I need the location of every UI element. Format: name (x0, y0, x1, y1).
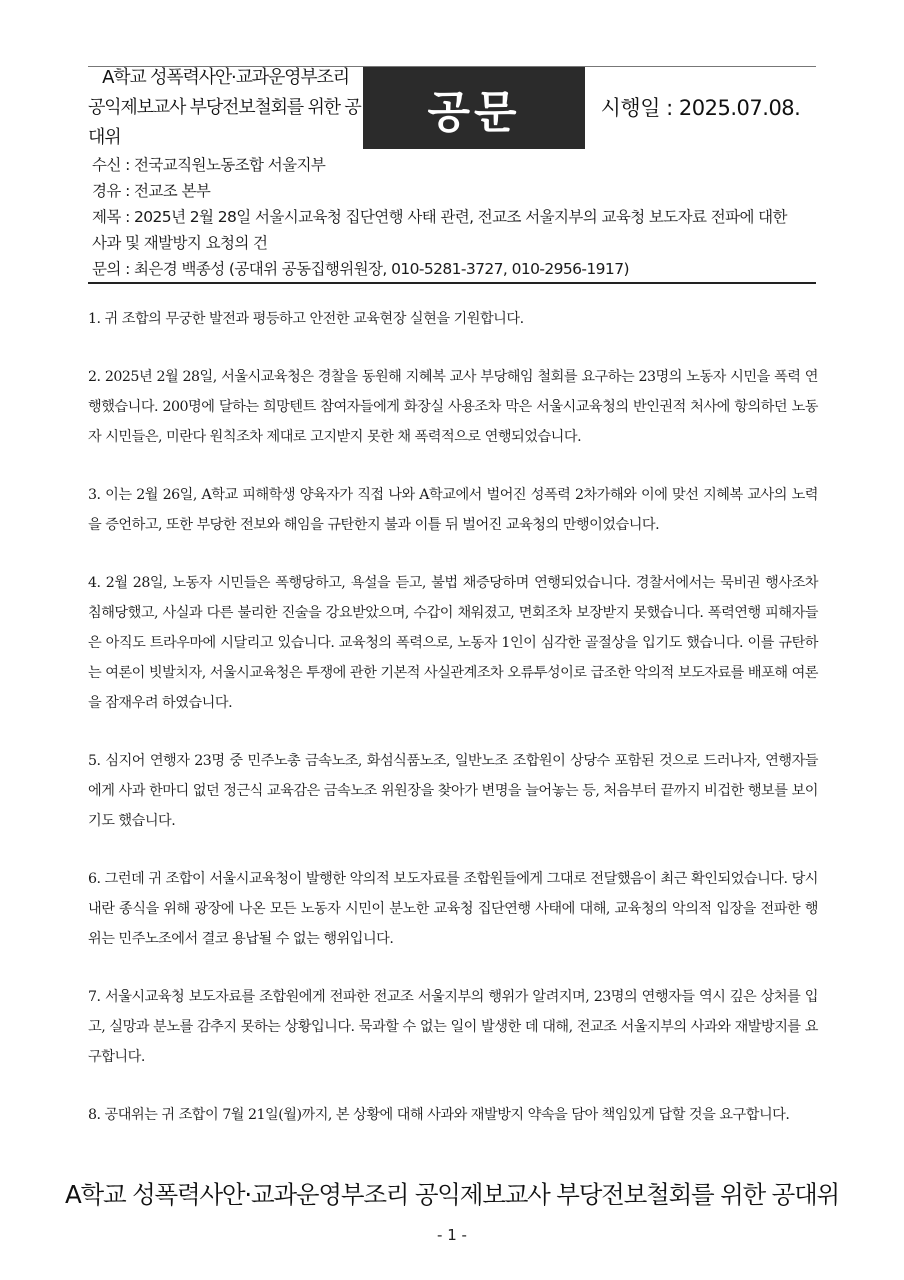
footer-organization: A학교 성폭력사안·교과운영부조리 공익제보교사 부당전보철회를 위한 공대위 (64, 1180, 840, 1209)
contact: 문의 : 최은경 백종성 (공대위 공동집행위원장, 010-5281-3727, 010-2956-1917) (88, 256, 816, 284)
document-header (88, 66, 816, 149)
paragraph-8: 8. 공대위는 귀 조합이 7월 21일(월)까지, 본 상황에 대해 사과와 재발방지 약속을 담아 책임있게 답할 것을 요구합니다. (88, 1107, 790, 1123)
paragraph-1: 1. 귀 조합의 무궁한 발전과 평등하고 안전한 교육현장 실현을 기원합니다. (88, 311, 524, 327)
paragraph-6: 6. 그런데 귀 조합이 서울시교육청이 발행한 악의적 보도자료를 조합원들에게 그대로 전달했음이 최근 확인되었습니다. 당시 내란 종식을 위해 광장에 나온 모든 노동자 시민이 분노한 교육청 집단연행 사태에 대해, 교육청의 악의적 입장을 전파한 행위는 민주노조에서 결코 용납될 수 없는 행위입니다. (88, 871, 818, 947)
org-name-line-2: 공익제보교사 부당전보철회를 위한 공대위 (88, 97, 361, 148)
page-number: - 1 - (437, 1226, 467, 1244)
paragraph-4: 4. 2월 28일, 노동자 시민들은 폭행당하고, 욕설을 듣고, 불법 채증당하며 연행되었습니다. 경찰서에서는 묵비권 행사조차 침해당했고, 사실과 다른 불리한 진술을 강요받았으며, 수갑이 채워졌고, 면회조차 보장받지 못했습니다. 폭력연행 피해자들은 아직도 트라우마에 시달리고 있습니다. 교육청의 폭력으로, 노동자 1인이 심각한 골절상을 입기도 했습니다. 이를 규탄하는 여론이 빗발치자, 서울시교육청은 투쟁에 관한 기본적 사실관계조차 오류투성이로 급조한 악의적 보도자료를 배포해 여론을 잠재우려 하였습니다. (88, 575, 818, 711)
org-name-line-1: A학교 성폭력사안·교과운영부조리 (102, 67, 349, 88)
paragraph-3: 3. 이는 2월 26일, A학교 피해학생 양육자가 직접 나와 A학교에서 벌어진 성폭력 2차가해와 이에 맞선 지혜복 교사의 노력을 증언하고, 또한 부당한 전보와 해임을 규탄한지 불과 이틀 뒤 벌어진 교육청의 만행이었습니다. (88, 487, 818, 533)
subject-line-1: 제목 : 2025년 2월 28일 서울시교육청 집단연행 사태 관련, 전교조 서울지부의 교육청 보도자료 전파에 대한 (92, 208, 787, 226)
paragraph-7: 7. 서울시교육청 보도자료를 조합원에게 전파한 전교조 서울지부의 행위가 알려지며, 23명의 연행자들 역시 깊은 상처를 입고, 실망과 분노를 감추지 못하는 상황입니다. 묵과할 수 없는 일이 발생한 데 대해, 전교조 서울지부의 사과와 재발방지를 요구합니다. (88, 989, 818, 1065)
paragraph-2: 2. 2025년 2월 28일, 서울시교육청은 경찰을 동원해 지혜복 교사 부당해임 철회를 요구하는 23명의 노동자 시민을 폭력 연행했습니다. 200명에 달하는 희망텐트 참여자들에게 화장실 사용조차 막은 서울시교육청의 반인권적 처사에 항의하던 노동자 시민들은, 미란다 원칙조차 제대로 고지받지 못한 채 폭력적으로 연행되었습니다. (88, 369, 818, 445)
issue-date: 시행일 : 2025.07.08. (600, 96, 801, 120)
subject-line-2: 사과 및 재발방지 요청의 건 (92, 234, 268, 252)
document-body (88, 304, 818, 1158)
document-type-label: 공문 (363, 67, 585, 149)
issuing-organization (88, 67, 363, 149)
paragraph-5: 5. 심지어 연행자 23명 중 민주노총 금속노조, 화섬식품노조, 일반노조 조합원이 상당수 포함된 것으로 드러나자, 연행자들에게 사과 한마디 없던 정근식 교육감은 금속노조 위원장을 찾아가 변명을 늘어놓는 등, 처음부터 끝까지 비겁한 행보를 보이기도 했습니다. (88, 753, 818, 829)
recipient: 수신 : 전국교직원노동조합 서울지부 (92, 156, 326, 174)
document-meta (92, 152, 816, 284)
via: 경유 : 전교조 본부 (92, 182, 211, 200)
